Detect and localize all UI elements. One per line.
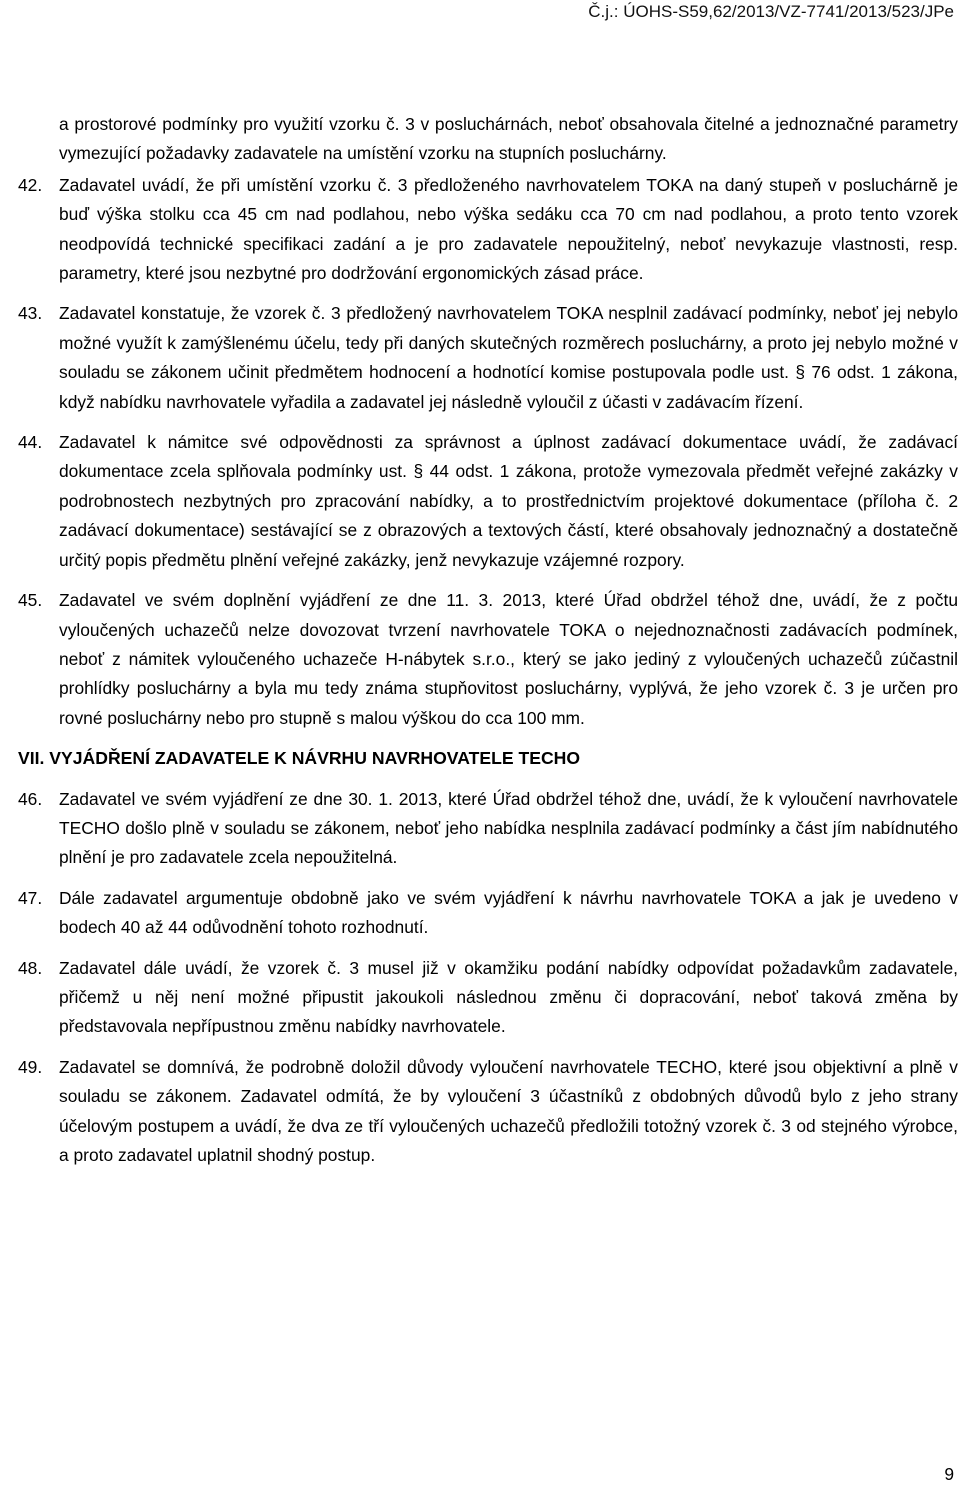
page-number: 9 — [944, 1464, 954, 1484]
paragraph-text: Dále zadavatel argumentuje obdobně jako ve svém vyjádření k návrhu navrhovatele TOKA a jak je uvedeno v bodech 40 až 44 odůvodnění tohoto rozhodnutí. — [59, 887, 958, 938]
intro-paragraph: a prostorové podmínky pro využití vzorku č. 3 v posluchárnách, neboť obsahovala čitelné a jednoznačné parametry vymezující požadavky zadavatele na umístění vzorku na stupních posluchárny. — [59, 114, 958, 164]
document-body — [18, 110, 958, 1181]
paragraph-number: 43. — [18, 303, 43, 324]
paragraph-number: 49. — [18, 1056, 43, 1077]
paragraph-text: Zadavatel uvádí, že při umístění vzorku č. 3 předloženého navrhovatelem TOKA na daný stupeň v posluchárně je buď výška stolku cca 45 cm nad podlahou, nebo výška sedáku cca 70 cm nad podlahou, a proto tento vzorek neodpovídá technické specifikaci zadání a je pro zadavatele nepoužitelný, neboť nevykazuje vlastnosti, resp. parametry, které jsou nezbytné pro dodržování ergonomických zásad práce. — [59, 174, 958, 284]
paragraph-43 — [18, 299, 958, 417]
paragraph-text: Zadavatel se domnívá, že podrobně doložil důvody vyloučení navrhovatele TECHO, které jsou objektivní a plně v souladu se zákonem. Zadavatel odmítá, že by vyloučení 3 účastníků z obdobných důvodů bylo z jeho strany účelovým postupem a uvádí, že dva ze tří vyloučených uchazečů předložili totožný vzorek č. 3 od stejného výrobce, a proto zadavatel uplatnil shodný postup. — [59, 1056, 958, 1165]
document-reference-header: Č.j.: ÚOHS-S59,62/2013/VZ-7741/2013/523/JPe — [588, 2, 954, 21]
paragraph-number: 47. — [18, 887, 43, 908]
paragraph-49 — [18, 1053, 958, 1171]
paragraph-44 — [18, 428, 958, 575]
paragraph-text: Zadavatel ve svém vyjádření ze dne 30. 1. 2013, které Úřad obdržel téhož dne, uvádí, že k vyloučení navrhovatele TECHO došlo plně v souladu se zákonem, neboť jeho nabídka nesplnila zadávací podmínky a část jím nabídnutého plnění je pro zadavatele zcela nepoužitelná. — [59, 788, 958, 868]
paragraph-text: Zadavatel k námitce své odpovědnosti za správnost a úplnost zadávací dokumentace uvádí, že zadávací dokumentace zcela splňovala podmínky ust. § 44 odst. 1 zákona, protože vymezovala předmět veřejné zakázky v podrobnostech nezbytných pro zpracování nabídky, a to prostřednictvím projektové dokumentace (příloha č. 2 zadávací dokumentace) sestávající se z obrazových a textových částí, které obsahovaly jednoznačný a dostatečně určitý popis předmětu plnění veřejné zakázky, jenž nevykazuje vzájemné rozpory. — [59, 432, 958, 570]
paragraph-number: 45. — [18, 590, 43, 611]
paragraph-48 — [18, 954, 958, 1042]
paragraph-number: 48. — [18, 957, 43, 978]
paragraph-number: 42. — [18, 174, 43, 195]
paragraph-text: Zadavatel ve svém doplnění vyjádření ze dne 11. 3. 2013, které Úřad obdržel téhož dne, uvádí, že z počtu vyloučených uchazečů nelze dovozovat tvrzení navrhovatele TOKA o nejednoznačnosti zadávacích podmínek, neboť z námitek vyloučeného uchazeče H-nábytek s.r.o., který se jako jediný z vyloučených uchazečů zúčastnil prohlídky posluchárny a byla mu tedy známa stupňovitost posluchárny, vyplývá, že jeho vzorek č. 3 je určen pro rovné posluchárny nebo pro stupně s malou výškou do cca 100 mm. — [59, 590, 958, 728]
paragraph-number: 44. — [18, 432, 43, 453]
paragraph-number: 46. — [18, 788, 43, 809]
paragraph-47 — [18, 884, 958, 943]
paragraph-42 — [18, 171, 958, 289]
section-heading: VII. VYJÁDŘENÍ ZADAVATELE K NÁVRHU NAVRHOVATELE TECHO — [18, 748, 581, 769]
paragraph-text: Zadavatel konstatuje, že vzorek č. 3 předložený navrhovatelem TOKA nesplnil zadávací podmínky, neboť jej nebylo možné využít k zamýšlenému účelu, tedy při daných skutečných rozměrech posluchárny, a proto jej nebylo možné v souladu se zákonem učinit předmětem hodnocení a hodnotící komise postupovala podle ust. § 76 odst. 1 zákona, když nabídku navrhovatele vyřadila a zadavatel jej následně vyloučil z účasti v zadávacím řízení. — [59, 303, 958, 412]
paragraph-45 — [18, 586, 958, 733]
paragraph-text: Zadavatel dále uvádí, že vzorek č. 3 musel již v okamžiku podání nabídky odpovídat požadavkům zadavatele, přičemž u něj není možné připustit jakoukoli následnou změnu či dopracování, neboť taková změna by představovala nepřípustnou změnu nabídky navrhovatele. — [59, 957, 958, 1037]
paragraph-46 — [18, 785, 958, 873]
